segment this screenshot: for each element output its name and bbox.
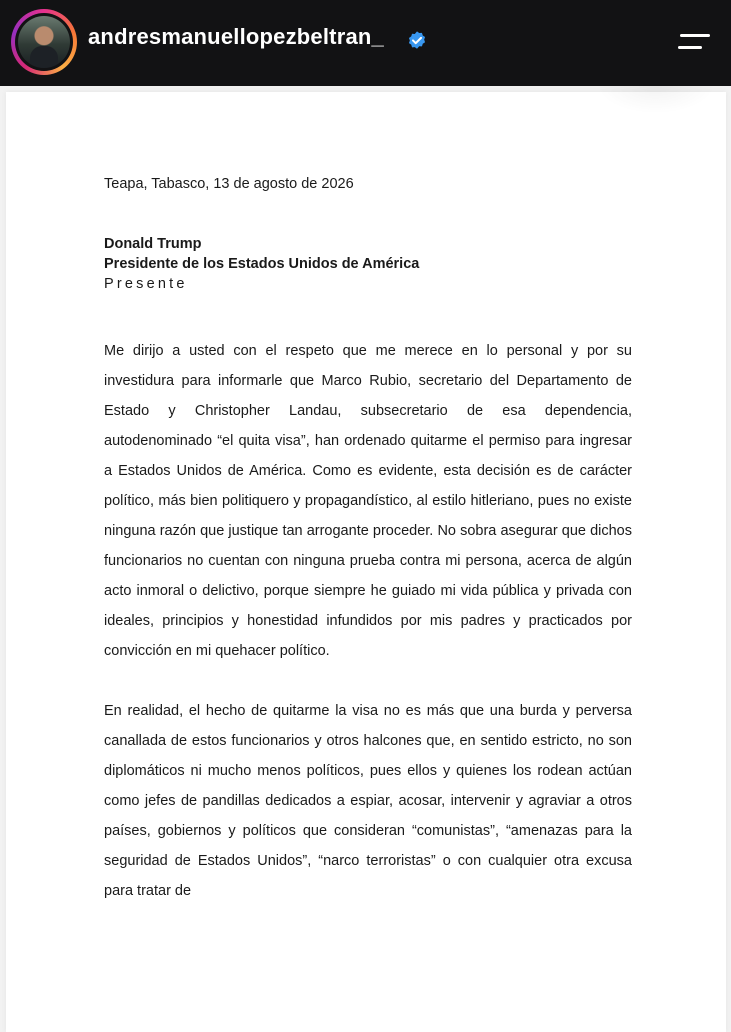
avatar-inner [15, 13, 73, 71]
verified-badge-icon [406, 30, 428, 52]
letter-date: Teapa, Tabasco, 13 de agosto de 2026 [104, 176, 354, 192]
recipient-name: Donald Trump [104, 236, 202, 252]
profile-username[interactable]: andresmanuellopezbeltran_ [88, 24, 384, 49]
letter-page [6, 92, 726, 1032]
letter-paragraph-2: En realidad, el hecho de quitarme la visa no es más que una burda y perversa canallada de estos funcionarios y otros halcones que, en sentido estricto, no son diplomáticos ni mucho menos políticos, pues ellos y quienes los rodean actúan como jefes de pandillas dedicados a espiar, acosar, intervenir y agraviar a otros países, gobiernos y políticos que consideran “comunistas”, “amenazas para la seguridad de Estados Unidos”, “narco terroristas” o con cualquier otra excusa para tratar de [104, 703, 632, 899]
recipient-block [104, 234, 632, 294]
menu-bar-bottom [678, 46, 702, 49]
letter-body [104, 174, 632, 906]
profile-avatar[interactable] [11, 9, 77, 75]
salutation: Presente [104, 276, 188, 292]
letter-paragraph-1: Me dirijo a usted con el respeto que me merece en lo personal y por su investidura para informarle que Marco Rubio, secretario del Departamento de Estado y Christopher Landau, subsecretario de esa dependencia, autodenominado “el quita visa”, han ordenado quitarme el permiso para ingresar a Estados Unidos de América. Como es evidente, esta decisión es de carácter político, más bien politiquero y propagandístico, al estilo hitleriano, pues no existe ninguna razón que justique tan arrogante proceder. No sobra asegurar que dichos funcionarios no cuentan con ninguna prueba contra mi persona, acerca de algún acto inmoral o delictivo, porque siempre he guiado mi vida pública y privada con ideales, principios y honestidad infundidos por mis padres y practicados por convicción en mi quehacer político. [104, 343, 632, 659]
top-bar [0, 0, 731, 86]
menu-bar-top [680, 34, 710, 37]
recipient-title: Presidente de los Estados Unidos de América [104, 256, 420, 272]
menu-icon[interactable] [674, 28, 714, 56]
avatar-photo [18, 16, 70, 68]
